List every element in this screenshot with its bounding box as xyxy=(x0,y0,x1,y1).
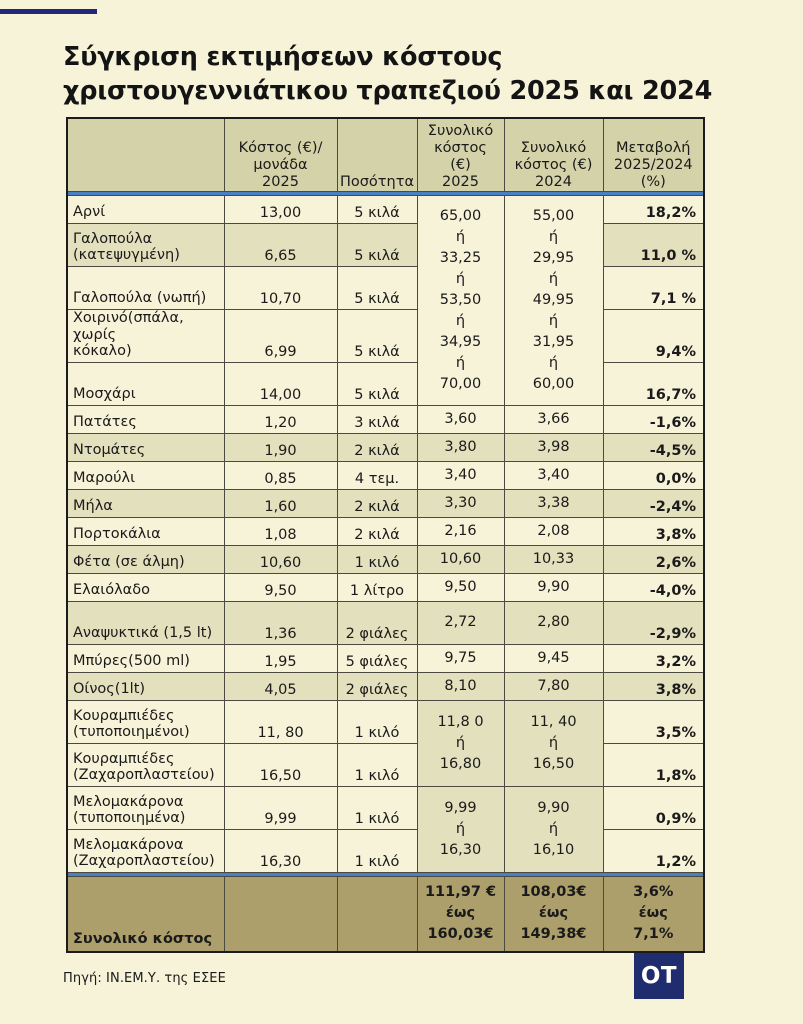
cell-item: Μήλα xyxy=(67,489,224,517)
table-footer xyxy=(67,876,704,952)
column-header-item xyxy=(67,118,224,192)
table-row xyxy=(67,829,704,872)
cell-unit-cost: 1,60 xyxy=(224,489,337,517)
cell-change: 18,2% xyxy=(603,196,704,224)
column-header-unit-cost: Κόστος (€)/ μονάδα 2025 xyxy=(224,118,337,192)
cell-change: 3,5% xyxy=(603,700,704,743)
cell-total-2025: 2,16 xyxy=(417,517,504,545)
table-row xyxy=(67,672,704,700)
cell-change: 3,8% xyxy=(603,517,704,545)
cell-unit-cost: 6,65 xyxy=(224,224,337,267)
cell-quantity: 1 λίτρο xyxy=(337,573,417,601)
cell-quantity: 3 κιλά xyxy=(337,405,417,433)
cell-change: 7,1 % xyxy=(603,267,704,310)
cell-quantity: 1 κιλό xyxy=(337,743,417,786)
cost-comparison-table xyxy=(66,117,705,953)
table-row xyxy=(67,573,704,601)
cell-quantity: 5 κιλά xyxy=(337,267,417,310)
cell-quantity: 4 τεμ. xyxy=(337,461,417,489)
page-title: Σύγκριση εκτιμήσεων κόστους χριστουγεννιάτικου τραπεζιού 2025 και 2024 xyxy=(63,42,713,106)
cell-unit-cost: 6,99 xyxy=(224,310,337,363)
cell-item: Πατάτες xyxy=(67,405,224,433)
cell-item: Κουραμπιέδες (τυποποιημένοι) xyxy=(67,700,224,743)
table-row xyxy=(67,433,704,461)
cell-total-2024: 2,08 xyxy=(504,517,603,545)
cell-unit-cost: 1,20 xyxy=(224,405,337,433)
source-note: Πηγή: ΙΝ.ΕΜ.Υ. της ΕΣΕΕ xyxy=(63,971,226,986)
cell-quantity: 5 κιλά xyxy=(337,310,417,363)
cell-unit-cost: 1,36 xyxy=(224,601,337,644)
cell-total-2025: 9,50 xyxy=(417,573,504,601)
ot-logo: ΟΤ xyxy=(634,953,684,999)
cell-item: Ντομάτες xyxy=(67,433,224,461)
cell-change: 2,6% xyxy=(603,545,704,573)
table-row xyxy=(67,267,704,310)
total-label: Συνολικό κόστος xyxy=(67,876,224,952)
table-row xyxy=(67,461,704,489)
cell-change: -2,9% xyxy=(603,601,704,644)
cell-total-2024-merged-melomakarona: 9,90 ή 16,10 xyxy=(504,786,603,872)
cell-quantity: 2 κιλά xyxy=(337,489,417,517)
cell-item: Γαλοπούλα (κατεψυγμένη) xyxy=(67,224,224,267)
column-header-total-2024: Συνολικό κόστος (€) 2024 xyxy=(504,118,603,192)
cell-item: Αρνί xyxy=(67,196,224,224)
cell-unit-cost: 0,85 xyxy=(224,461,337,489)
cell-change: -4,0% xyxy=(603,573,704,601)
cell-quantity: 1 κιλό xyxy=(337,700,417,743)
total-row xyxy=(67,876,704,952)
cell-item: Χοιρινό(σπάλα, χωρίς κόκαλο) xyxy=(67,310,224,363)
cell-unit-cost: 11, 80 xyxy=(224,700,337,743)
cell-unit-cost: 16,50 xyxy=(224,743,337,786)
cell-total-2024: 3,40 xyxy=(504,461,603,489)
column-header-quantity: Ποσότητα xyxy=(337,118,417,192)
cell-total-2024: 2,80 xyxy=(504,601,603,644)
cell-unit-cost: 1,95 xyxy=(224,644,337,672)
cell-change: 1,8% xyxy=(603,743,704,786)
cost-comparison-table-wrapper xyxy=(66,117,696,953)
cell-item: Πορτοκάλια xyxy=(67,517,224,545)
cell-item: Μπύρες(500 ml) xyxy=(67,644,224,672)
cell-change: 0,9% xyxy=(603,786,704,829)
table-row xyxy=(67,786,704,829)
cell-unit-cost: 4,05 xyxy=(224,672,337,700)
cell-item: Ελαιόλαδο xyxy=(67,573,224,601)
cell-total-2025: 2,72 xyxy=(417,601,504,644)
cell-total-2025: 9,75 xyxy=(417,644,504,672)
cell-item: Φέτα (σε άλμη) xyxy=(67,545,224,573)
cell-change: 11,0 % xyxy=(603,224,704,267)
total-2025-value: 111,97 € έως 160,03€ xyxy=(417,876,504,952)
cell-change: -2,4% xyxy=(603,489,704,517)
cell-item: Μελομακάρονα (τυποποιημένα) xyxy=(67,786,224,829)
cell-change: 9,4% xyxy=(603,310,704,363)
cell-total-2025: 8,10 xyxy=(417,672,504,700)
table-row xyxy=(67,545,704,573)
cell-total-2025-merged-melomakarona: 9,99 ή 16,30 xyxy=(417,786,504,872)
cell-item: Γαλοπούλα (νωπή) xyxy=(67,267,224,310)
cell-change: 3,8% xyxy=(603,672,704,700)
table-row xyxy=(67,700,704,743)
cell-total-2025: 3,40 xyxy=(417,461,504,489)
total-2024-value: 108,03€ έως 149,38€ xyxy=(504,876,603,952)
cell-quantity: 1 κιλό xyxy=(337,786,417,829)
top-accent-rule xyxy=(0,9,97,14)
total-change-value: 3,6% έως 7,1% xyxy=(603,876,704,952)
table-row xyxy=(67,405,704,433)
column-header-change: Μεταβολή 2025/2024 (%) xyxy=(603,118,704,192)
cell-unit-cost: 9,99 xyxy=(224,786,337,829)
cell-unit-cost: 14,00 xyxy=(224,362,337,405)
cell-total-2024: 3,38 xyxy=(504,489,603,517)
cell-unit-cost: 9,50 xyxy=(224,573,337,601)
table-header xyxy=(67,118,704,196)
total-blank-qty xyxy=(337,876,417,952)
cell-total-2025-merged-meat: 65,00 ή 33,25 ή 53,50 ή 34,95 ή 70,00 xyxy=(417,196,504,406)
cell-quantity: 5 κιλά xyxy=(337,362,417,405)
cell-change: 0,0% xyxy=(603,461,704,489)
cell-total-2024: 7,80 xyxy=(504,672,603,700)
cell-change: 3,2% xyxy=(603,644,704,672)
cell-quantity: 1 κιλό xyxy=(337,829,417,872)
cell-total-2025: 3,80 xyxy=(417,433,504,461)
cell-unit-cost: 1,08 xyxy=(224,517,337,545)
cell-quantity: 1 κιλό xyxy=(337,545,417,573)
cell-total-2024: 9,90 xyxy=(504,573,603,601)
cell-item: Μελομακάρονα (Ζαχαροπλαστείου) xyxy=(67,829,224,872)
table-row xyxy=(67,310,704,363)
table-row xyxy=(67,489,704,517)
cell-unit-cost: 13,00 xyxy=(224,196,337,224)
header-row xyxy=(67,118,704,192)
cell-item: Μαρούλι xyxy=(67,461,224,489)
cell-total-2024: 9,45 xyxy=(504,644,603,672)
cell-total-2024: 3,66 xyxy=(504,405,603,433)
cell-total-2024-merged-kourampiedes: 11, 40 ή 16,50 xyxy=(504,700,603,786)
table-row xyxy=(67,644,704,672)
column-header-total-2025: Συνολικό κόστος (€) 2025 xyxy=(417,118,504,192)
cell-total-2025: 3,60 xyxy=(417,405,504,433)
cell-item: Μοσχάρι xyxy=(67,362,224,405)
cell-unit-cost: 10,60 xyxy=(224,545,337,573)
cell-quantity: 2 κιλά xyxy=(337,433,417,461)
cell-quantity: 5 κιλά xyxy=(337,196,417,224)
table-row xyxy=(67,224,704,267)
cell-item: Κουραμπιέδες (Ζαχαροπλαστείου) xyxy=(67,743,224,786)
cell-total-2024: 3,98 xyxy=(504,433,603,461)
cell-unit-cost: 10,70 xyxy=(224,267,337,310)
cell-total-2025: 3,30 xyxy=(417,489,504,517)
cell-total-2024-merged-meat: 55,00 ή 29,95 ή 49,95 ή 31,95 ή 60,00 xyxy=(504,196,603,406)
table-body xyxy=(67,196,704,877)
cell-quantity: 2 φιάλες xyxy=(337,672,417,700)
table-row xyxy=(67,517,704,545)
cell-total-2025-merged-kourampiedes: 11,8 0 ή 16,80 xyxy=(417,700,504,786)
cell-quantity: 5 φιάλες xyxy=(337,644,417,672)
cell-total-2024: 10,33 xyxy=(504,545,603,573)
table-row xyxy=(67,743,704,786)
cell-change: 1,2% xyxy=(603,829,704,872)
cell-change: 16,7% xyxy=(603,362,704,405)
cell-item: Αναψυκτικά (1,5 lt) xyxy=(67,601,224,644)
cell-item: Οίνος(1lt) xyxy=(67,672,224,700)
cell-quantity: 2 φιάλες xyxy=(337,601,417,644)
table-row xyxy=(67,362,704,405)
cell-change: -1,6% xyxy=(603,405,704,433)
total-blank-unit xyxy=(224,876,337,952)
cell-change: -4,5% xyxy=(603,433,704,461)
cell-unit-cost: 16,30 xyxy=(224,829,337,872)
table-row xyxy=(67,196,704,224)
cell-quantity: 2 κιλά xyxy=(337,517,417,545)
table-row xyxy=(67,601,704,644)
cell-unit-cost: 1,90 xyxy=(224,433,337,461)
cell-total-2025: 10,60 xyxy=(417,545,504,573)
cell-quantity: 5 κιλά xyxy=(337,224,417,267)
